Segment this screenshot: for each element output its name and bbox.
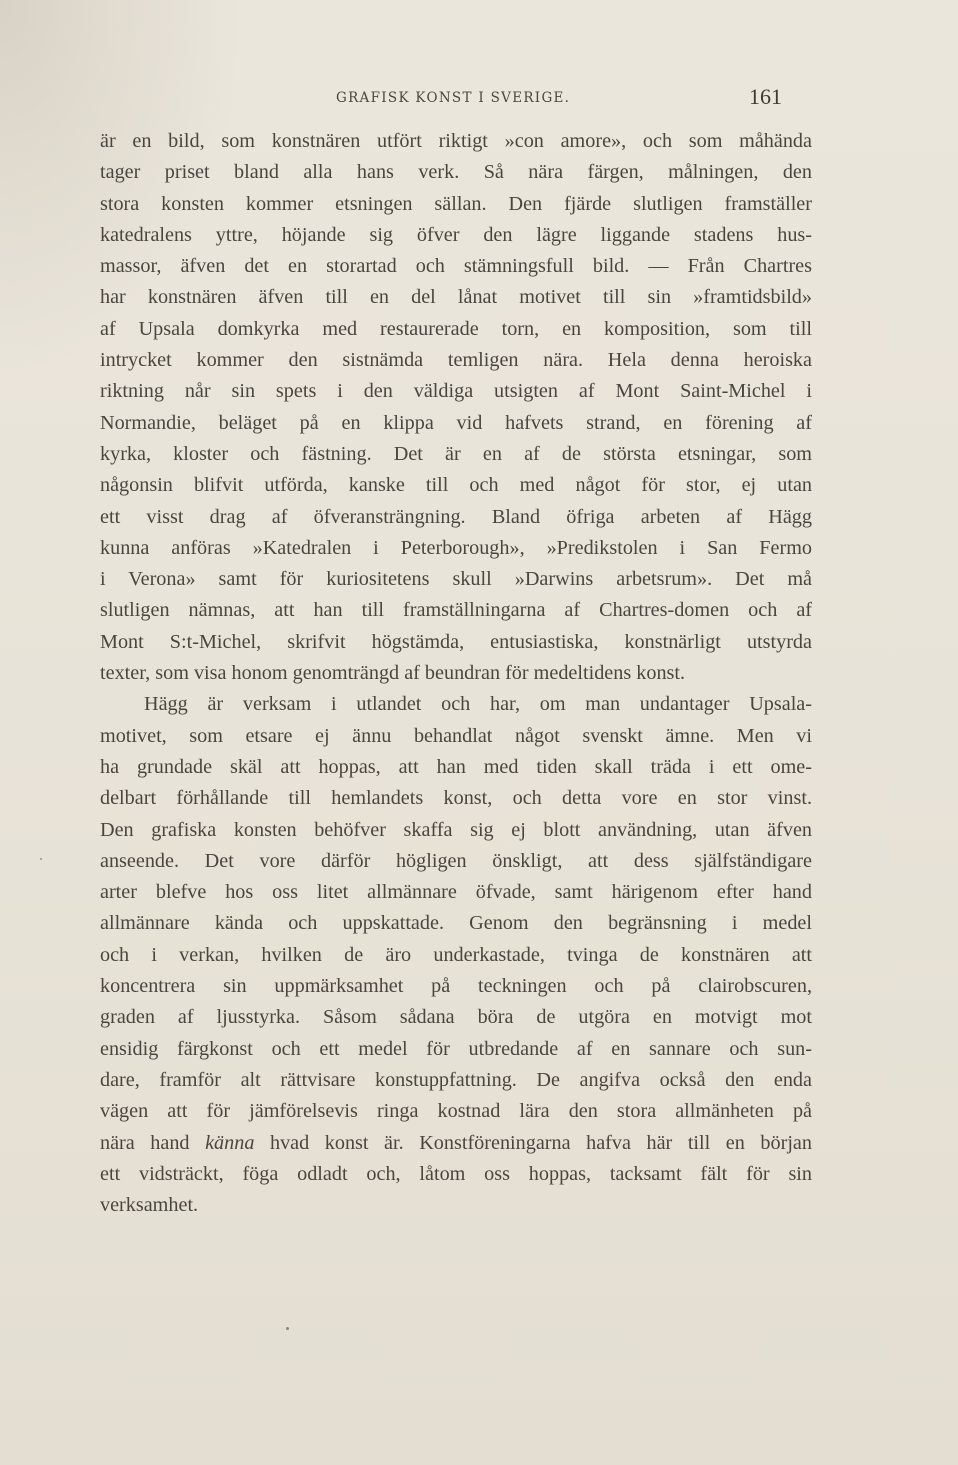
text-line: ensidig färgkonst och ett medel för utbredande af en sannare och sun- xyxy=(100,1037,812,1060)
text-line: verksamhet. xyxy=(100,1194,199,1217)
text-line: intrycket kommer den sistnämda temligen nära. Hela denna heroiska xyxy=(100,349,812,372)
text-line: Mont S:t-Michel, skrifvit högstämda, entusiastiska, konstnärligt utstyrda xyxy=(100,630,812,653)
body-text xyxy=(100,126,812,1221)
running-head xyxy=(100,84,812,114)
text-run: hvad konst är. Konstföreningarna hafva här till en början xyxy=(254,1131,812,1154)
text-line: af Upsala domkyrka med restaurerade torn, en komposition, som till xyxy=(100,317,812,340)
text-line: dare, framför alt rättvisare konstuppfattning. De angifva också den enda xyxy=(100,1068,812,1091)
text-line: har konstnären äfven till en del lånat motivet till sin »framtidsbild» xyxy=(100,286,812,309)
page-number: 161 xyxy=(749,84,782,109)
text-line: ha grundade skäl att hoppas, att han med tiden skall träda i ett ome- xyxy=(100,755,812,778)
text-line: anseende. Det vore därför högligen önskligt, att dess själfständigare xyxy=(100,849,812,872)
text-line: är en bild, som konstnären utfört riktigt »con amore», och som måhända xyxy=(100,130,812,152)
paper-speck xyxy=(286,1327,289,1330)
text-line: riktning når sin spets i den väldiga utsigten af Mont Saint-Michel i xyxy=(100,380,812,403)
text-line: Den grafiska konsten behöfver skaffa sig ej blott användning, utan äfven xyxy=(100,818,812,841)
text-line: och i verkan, hvilken de äro underkastade, tvinga de konstnären att xyxy=(100,943,812,966)
text-line: stora konsten kommer etsningen sällan. Den fjärde slutligen framställer xyxy=(100,192,812,215)
text-line: kunna anföras »Katedralen i Peterborough», »Predikstolen i San Fermo xyxy=(100,536,812,559)
text-line: i Verona» samt för kuriositetens skull »Darwins arbetsrum». Det må xyxy=(100,568,812,591)
text-line-paragraph-start: Hägg är verksam i utlandet och har, om man undantager Upsala- xyxy=(144,693,812,716)
text-line: massor, äfven det en storartad och stämningsfull bild. — Från Chartres xyxy=(100,255,812,278)
text-line-with-italic xyxy=(100,1128,812,1159)
text-line: motivet, som etsare ej ännu behandlat något svenskt ämne. Men vi xyxy=(100,724,812,747)
text-line: arter blefve hos oss litet allmännare öfvade, samt härigenom efter hand xyxy=(100,881,812,904)
paper-speck xyxy=(40,858,42,860)
text-line: kyrka, kloster och fästning. Det är en af de största etsningar, som xyxy=(100,442,812,465)
text-line: tager priset bland alla hans verk. Så nära färgen, målningen, den xyxy=(100,161,812,184)
text-line: vägen att för jämförelsevis ringa kostnad lära den stora allmänheten på xyxy=(100,1100,812,1123)
text-run: nära hand xyxy=(100,1131,206,1154)
text-line: Normandie, beläget på en klippa vid hafvets strand, en förening af xyxy=(100,411,812,434)
text-line: allmännare kända och uppskattade. Genom den begränsning i medel xyxy=(100,912,812,935)
text-line: graden af ljusstyrka. Såsom sådana böra de utgöra en motvigt mot xyxy=(100,1006,812,1029)
italic-word: känna xyxy=(205,1131,255,1154)
running-title: GRAFISK KONST I SVERIGE. xyxy=(336,90,571,106)
text-line: katedralens yttre, höjande sig öfver den lägre liggande stadens hus- xyxy=(100,223,812,246)
text-line: delbart förhållande till hemlandets konst, och detta vore en stor vinst. xyxy=(100,787,812,810)
text-line: texter, som visa honom genomträngd af beundran för medeltidens konst. xyxy=(100,662,686,685)
text-line: slutligen nämnas, att han till framställningarna af Chartres-domen och af xyxy=(100,599,812,622)
text-line: ett vidsträckt, föga odladt och, låtom oss hoppas, tacksamt fält för sin xyxy=(100,1162,812,1185)
text-line: någonsin blifvit utförda, kanske till och med något för stor, ej utan xyxy=(100,474,812,497)
text-line: koncentrera sin uppmärksamhet på teckningen och på clairobscuren, xyxy=(100,975,812,998)
text-line: ett visst drag af öfveransträngning. Bland öfriga arbeten af Hägg xyxy=(100,505,812,528)
